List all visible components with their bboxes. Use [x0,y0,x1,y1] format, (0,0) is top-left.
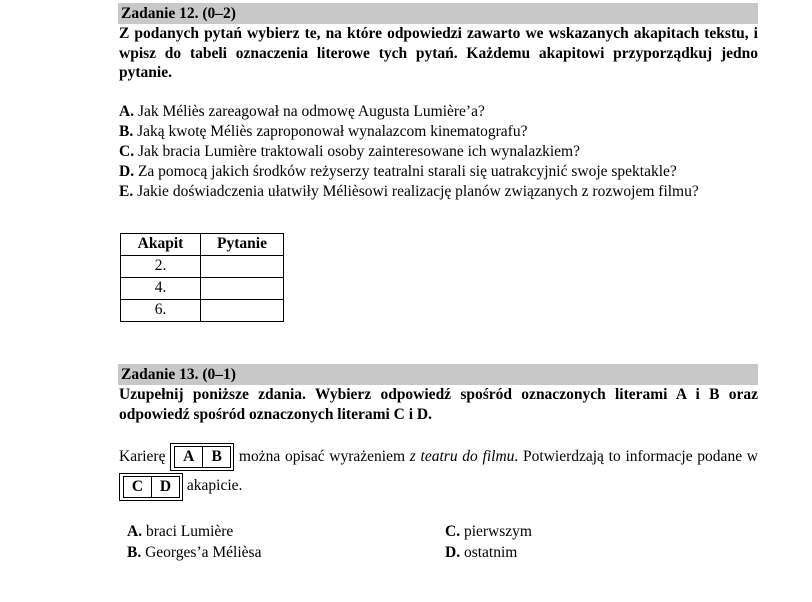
table-row [121,255,284,277]
choice-b[interactable]: B [202,446,231,468]
option-a: A. braci Lumière [127,522,234,540]
answer-cell[interactable] [201,277,284,299]
task-12-instruction: Z podanych pytań wybierz te, na które odpowiedzi zawarto we wskazanych akapitach tekstu, i wpisz do tabeli oznaczenia literowe tych pytań. Każdemu akapitowi przyporządkuj jedno pytanie. [119,25,758,81]
question-a: A. Jak Méliès zareagował na odmowę Augusta Lumière’a? [119,102,485,120]
choice-a[interactable]: A [174,446,203,468]
option-b: B. Georges’a Mélièsa [127,543,262,561]
akapit-cell: 4. [121,277,201,299]
task-12-section [118,3,758,322]
akapit-cell: 2. [121,255,201,277]
choice-d[interactable]: D [151,476,180,498]
table-header-row [121,233,284,255]
option-d: D. ostatnim [445,543,518,561]
table-row [121,299,284,321]
task-13-section [118,364,758,563]
task-13-instruction: Uzupełnij poniższe zdania. Wybierz odpowiedź spośród oznaczonych literami A i B oraz odpowiedź spośród oznaczonych literami C i D. [119,386,758,423]
question-d: D. Za pomocą jakich środków reżyserzy teatralni starali się uatrakcyjnić swoje spektakle? [119,162,677,180]
answer-options [118,521,758,563]
akapit-cell: 6. [121,299,201,321]
completion-sentence: Karierę A B można opisać wyrażeniem z teatru do filmu. Potwierdzają to informacje podane w C D akapicie. [118,442,758,501]
task-13-header: Zadanie 13. (0–1) [118,364,758,385]
answer-table [120,233,284,322]
question-b: B. Jaką kwotę Méliès zaproponował wynalazcom kinematografu? [119,122,528,140]
task-12-header: Zadanie 12. (0–2) [118,3,758,24]
task-12-questions [118,102,758,202]
choice-c[interactable]: C [123,476,152,498]
choice-box-ab [170,443,234,471]
header-akapit: Akapit [121,233,201,255]
question-e: E. Jakie doświadczenia ułatwiły Mélièsowi realizację planów związanych z rozwojem filmu? [119,182,699,200]
answer-cell[interactable] [201,299,284,321]
question-c: C. Jak bracia Lumière traktowali osoby zainteresowane ich wynalazkiem? [119,142,580,160]
italic-phrase: z teatru do filmu [409,448,515,465]
header-pytanie: Pytanie [201,233,284,255]
table-row [121,277,284,299]
answer-cell[interactable] [201,255,284,277]
choice-box-cd [119,473,183,501]
option-c: C. pierwszym [445,522,532,540]
